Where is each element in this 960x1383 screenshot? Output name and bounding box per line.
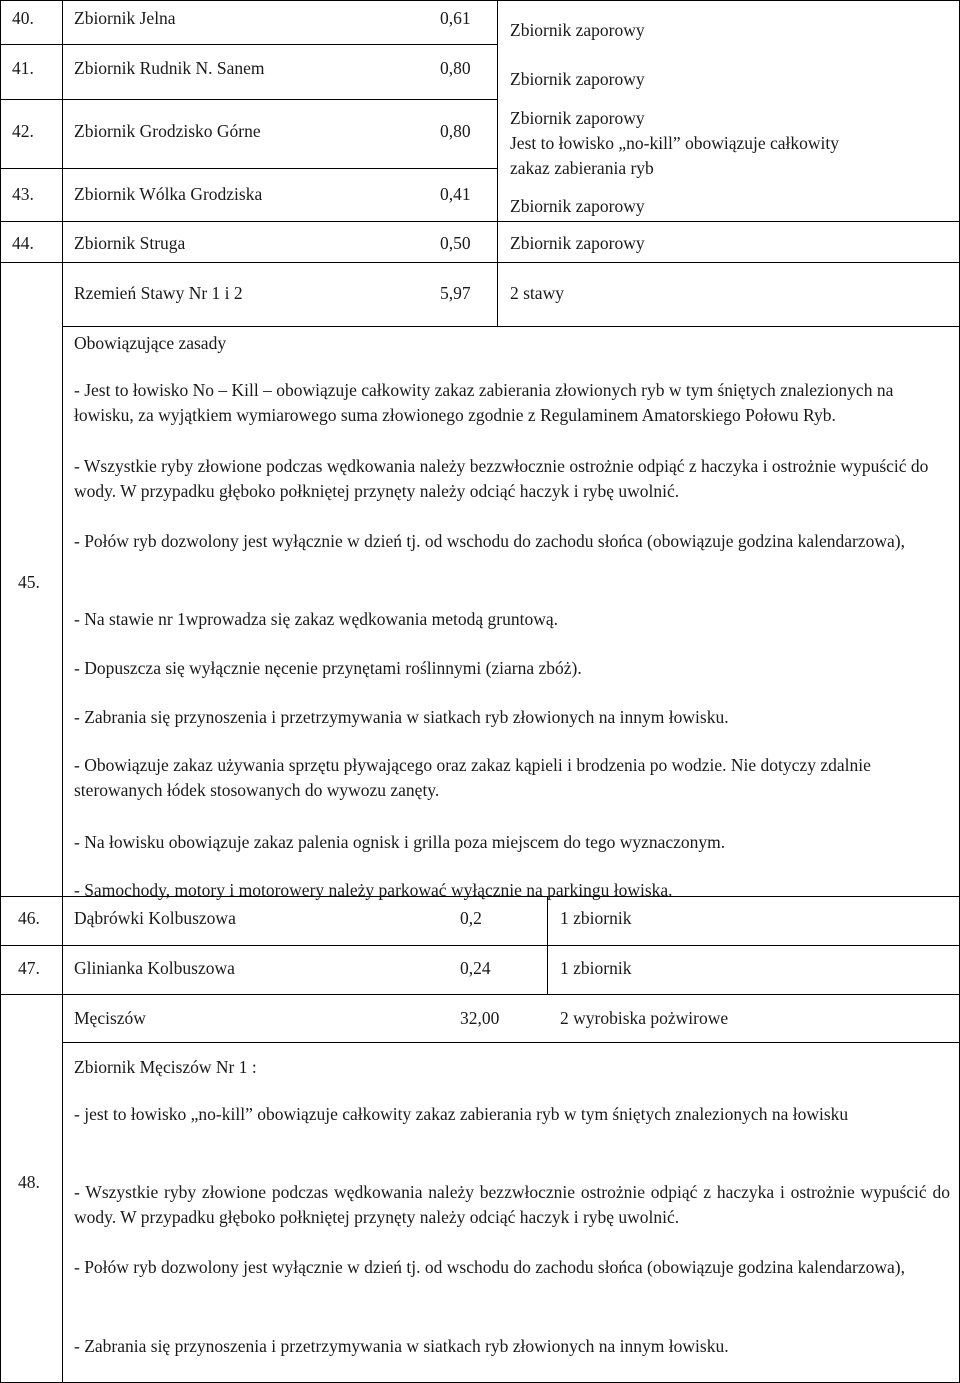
reservoir-name: Zbiornik Grodzisko Górne — [74, 121, 261, 141]
reservoir-description: Zbiornik zaporowy — [510, 20, 645, 40]
rule-item: - Na łowisku obowiązuje zakaz palenia ognisk i grilla poza miejscem do tego wyznaczonym. — [74, 832, 726, 852]
reservoir-area: 0,80 — [440, 58, 471, 78]
rule-item: - Dopuszcza się wyłącznie nęcenie przynętami roślinnymi (ziarna zbóż). — [74, 658, 582, 678]
row-number: 41. — [12, 58, 34, 78]
rule-item: - Połów ryb dozwolony jest wyłącznie w dzień tj. od wschodu do zachodu słońca (obowiązuje godzina kalendarzowa), — [74, 1257, 906, 1277]
reservoir-description: 1 zbiornik — [560, 908, 632, 928]
rule-item: - Połów ryb dozwolony jest wyłącznie w dzień tj. od wschodu do zachodu słońca (obowiązuje godzina kalendarzowa), — [74, 531, 906, 551]
reservoir-description: Zbiornik zaporowy — [510, 233, 645, 253]
rule-item: - Jest to łowisko No – Kill – obowiązuje całkowity zakaz zabierania złowionych ryb w tym śniętych znalezionych na łowisku, za wyjątkiem wymiarowego suma złowionego zgodnie z Regulaminem Amatorskiego Połowu Ryb. — [74, 380, 894, 425]
reservoir-note-line-1: Jest to łowisko „no-kill” obowiązuje całkowity — [510, 133, 840, 153]
row-number: 40. — [12, 8, 34, 28]
reservoir-description: Zbiornik zaporowy — [510, 196, 645, 216]
reservoir-area: 0,24 — [460, 958, 491, 978]
reservoir-name: Męciszów — [74, 1008, 146, 1028]
reservoir-description: 1 zbiornik — [560, 958, 632, 978]
row-number: 45. — [18, 572, 40, 592]
rule-item: - jest to łowisko „no-kill” obowiązuje całkowity zakaz zabierania ryb w tym śniętych znalezionych na łowisku — [74, 1104, 849, 1124]
reservoir-area: 32,00 — [460, 1008, 500, 1028]
reservoir-name: Zbiornik Jelna — [74, 8, 176, 28]
rule-item: - Zabrania się przynoszenia i przetrzymywania w siatkach ryb złowionych na innym łowisku. — [74, 1336, 729, 1356]
row-number: 47. — [18, 958, 40, 978]
reservoir-name: Dąbrówki Kolbuszowa — [74, 908, 236, 928]
reservoir-name: Zbiornik Rudnik N. Sanem — [74, 58, 265, 78]
reservoir-description: 2 stawy — [510, 283, 564, 303]
rule-item: - Na stawie nr 1wprowadza się zakaz wędkowania metodą gruntową. — [74, 609, 558, 629]
rule-item: - Samochody, motory i motorowery należy parkować wyłącznie na parkingu łowiska. — [74, 880, 673, 900]
reservoir-description: Zbiornik zaporowy — [510, 69, 645, 89]
row-number: 43. — [12, 184, 34, 204]
reservoir-description: 2 wyrobiska pożwirowe — [560, 1008, 729, 1028]
reservoir-note-line-2: zakaz zabierania ryb — [510, 158, 654, 178]
rules-heading: Zbiornik Męciszów Nr 1 : — [74, 1057, 257, 1077]
reservoir-area: 0,80 — [440, 121, 471, 141]
row-number: 42. — [12, 121, 34, 141]
reservoir-name: Zbiornik Struga — [74, 233, 186, 253]
rules-heading: Obowiązujące zasady — [74, 333, 227, 353]
row-number: 48. — [18, 1172, 40, 1192]
reservoir-area: 0,41 — [440, 184, 471, 204]
reservoir-name: Rzemień Stawy Nr 1 i 2 — [74, 283, 243, 303]
rule-item: - Zabrania się przynoszenia i przetrzymywania w siatkach ryb złowionych na innym łowisku. — [74, 707, 729, 727]
row-number: 44. — [12, 233, 34, 253]
reservoir-area: 0,61 — [440, 8, 471, 28]
reservoir-area: 0,50 — [440, 233, 471, 253]
rule-item: - Obowiązuje zakaz używania sprzętu pływającego oraz zakaz kąpieli i brodzenia po wodzie. Nie dotyczy zdalnie sterowanych łódek stosowanych do wywozu zanęty. — [74, 755, 871, 800]
rule-item: - Wszystkie ryby złowione podczas wędkowania należy bezzwłocznie ostrożnie odpiąć z haczyka i ostrożnie wypuścić do wody. W przypadku głęboko połkniętej przynęty należy odciąć haczyk i rybę uwolnić. — [74, 456, 929, 501]
reservoir-name: Glinianka Kolbuszowa — [74, 958, 235, 978]
row-number: 46. — [18, 908, 40, 928]
reservoir-area: 0,2 — [460, 908, 482, 928]
rule-item: - Wszystkie ryby złowione podczas wędkowania należy bezzwłocznie ostrożnie odpiąć z haczyka i ostrożnie wypuścić do wody. W przypadku głęboko połkniętej przynęty należy odciąć haczyk i rybę uwolnić. — [74, 1182, 950, 1227]
reservoir-name: Zbiornik Wólka Grodziska — [74, 184, 263, 204]
reservoir-area: 5,97 — [440, 283, 471, 303]
reservoir-description: Zbiornik zaporowy — [510, 108, 645, 128]
